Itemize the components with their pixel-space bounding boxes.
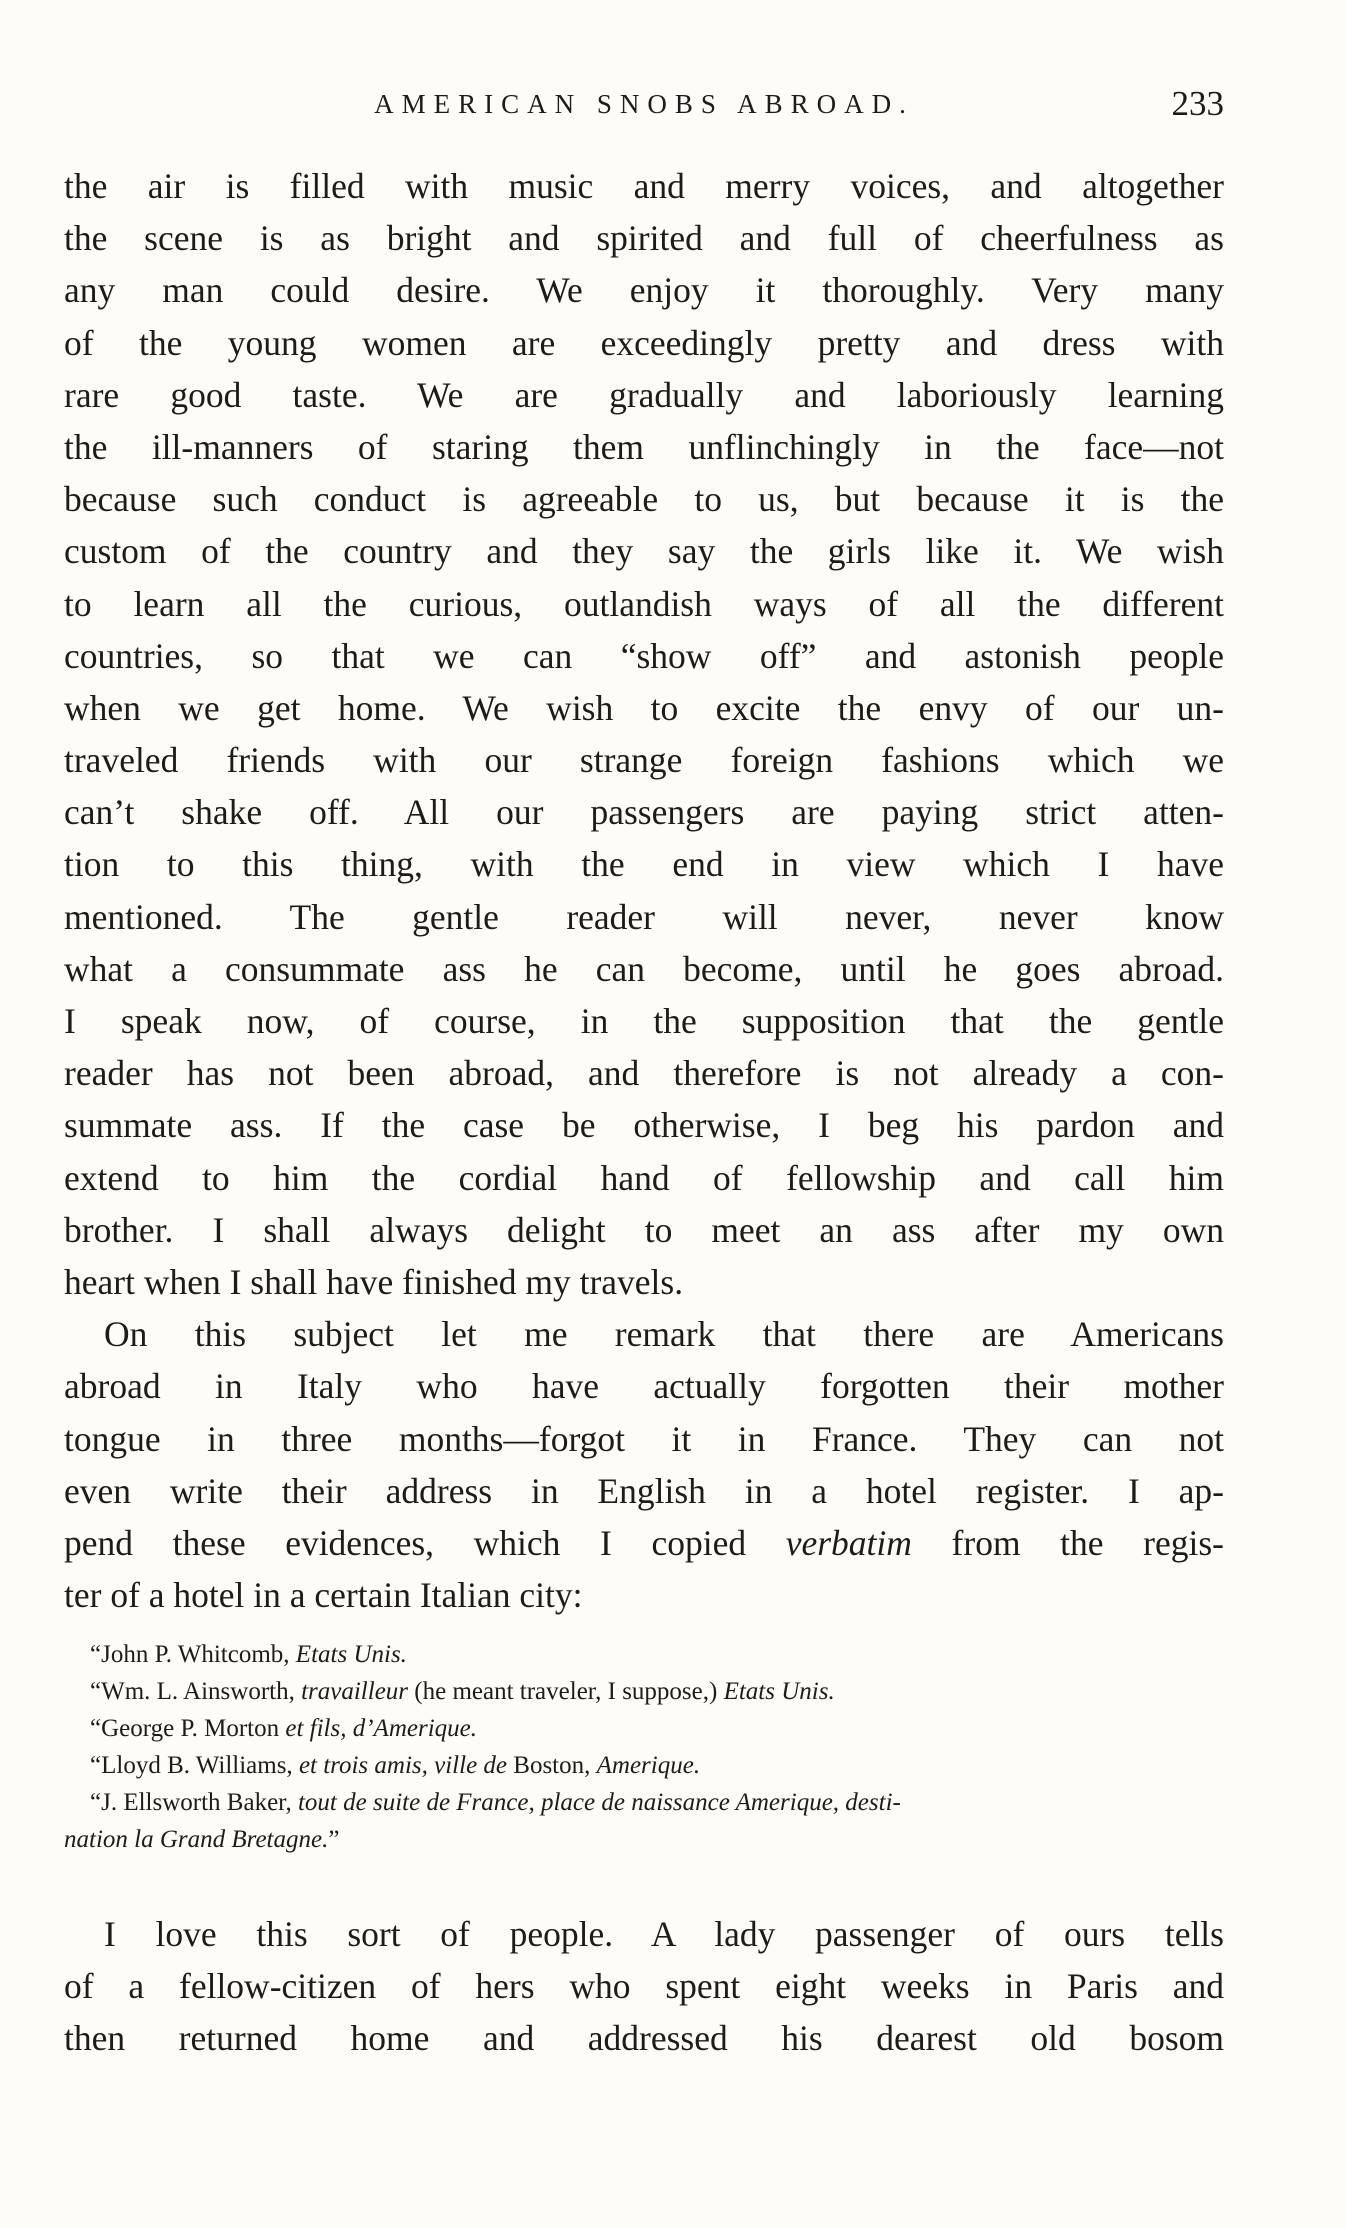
text-line: tion to this thing, with the end in view which I have: [64, 844, 1224, 885]
text-line: of the young women are exceedingly pretty and dress with: [64, 322, 1224, 363]
text-line: the ill-manners of staring them unflinchingly in the face—not: [64, 426, 1224, 467]
closing-paragraph: [64, 1908, 1224, 2065]
text-line: traveled friends with our strange foreign fashions which we: [64, 740, 1224, 781]
register-note: (he meant traveler, I suppose,): [414, 1678, 718, 1705]
text-line: mentioned. The gentle reader will never, never know: [64, 896, 1224, 937]
text-line: to learn all the curious, outlandish ways of all the different: [64, 583, 1224, 624]
text-line-with-italic: [64, 1517, 1224, 1569]
register-place: Etats Unis.: [295, 1641, 407, 1668]
text-line: heart when I shall have finished my travels.: [64, 1261, 684, 1302]
text-line: I speak now, of course, in the supposition that the gentle: [64, 1001, 1224, 1041]
text-line: any man could desire. We enjoy it thoroughly. Very many: [64, 270, 1224, 311]
register-phrase: tout de suite de France, place de naissance Amerique, desti-: [297, 1789, 901, 1816]
text-line: tongue in three months—forgot it in France. They can not: [64, 1418, 1224, 1459]
text-line: what a consummate ass he can become, until he goes abroad.: [64, 948, 1224, 989]
text-line: countries, so that we can “show off” and astonish people: [64, 635, 1224, 676]
register-name: “J. Ellsworth Baker,: [90, 1789, 292, 1816]
paragraph-start-line: I love this sort of people. A lady passenger of ours tells: [104, 1914, 1224, 1954]
text-line: can’t shake off. All our passengers are paying strict atten-: [64, 792, 1224, 833]
register-entry: [64, 1747, 1224, 1784]
text-segment: from the regis-: [951, 1522, 1224, 1563]
page-number: 233: [1171, 84, 1224, 123]
register-phrase: nation la Grand Bretagne.: [64, 1826, 329, 1853]
text-line: because such conduct is agreeable to us, but because it is the: [64, 479, 1224, 520]
text-line: brother. I shall always delight to meet an ass after my own: [64, 1209, 1224, 1250]
text-line: even write their address in English in a hotel register. I ap-: [64, 1470, 1224, 1511]
text-line: custom of the country and they say the girls like it. We wish: [64, 531, 1224, 572]
text-line: rare good taste. We are gradually and laboriously learning: [64, 374, 1224, 415]
text-line: ter of a hotel in a certain Italian city:: [64, 1575, 583, 1616]
text-line: of a fellow-citizen of hers who spent eight weeks in Paris and: [64, 1966, 1224, 2007]
text-line: abroad in Italy who have actually forgotten their mother: [64, 1366, 1224, 1407]
register-entry: [64, 1636, 1224, 1673]
register-place: et fils, d’Amerique.: [285, 1715, 477, 1742]
text-line: summate ass. If the case be otherwise, I beg his pardon and: [64, 1105, 1224, 1146]
running-title: AMERICAN SNOBS ABROAD.: [374, 89, 914, 119]
register-name: “George P. Morton: [90, 1715, 280, 1742]
text-line: extend to him the cordial hand of fellowship and call him: [64, 1157, 1224, 1198]
text-line: the air is filled with music and merry voices, and altogether: [64, 166, 1224, 206]
register-place: Etats Unis.: [723, 1678, 835, 1705]
hotel-register-quotes: [64, 1636, 1224, 1858]
register-entry: [64, 1710, 1224, 1747]
italic-word-verbatim: verbatim: [785, 1522, 912, 1563]
register-word: travailleur: [301, 1678, 409, 1705]
text-line: the scene is as bright and spirited and full of cheerfulness as: [64, 218, 1224, 259]
body-text: [64, 160, 1224, 1621]
register-name: “Lloyd B. Williams,: [90, 1752, 293, 1779]
running-head: [64, 80, 1224, 140]
register-city: Boston,: [513, 1752, 591, 1779]
register-phrase: et trois amis, ville de: [298, 1752, 508, 1779]
close-quote: ”: [328, 1826, 340, 1853]
paragraph-start-line: On this subject let me remark that there are Americans: [104, 1314, 1224, 1355]
text-line: then returned home and addressed his dearest old bosom: [64, 2018, 1224, 2059]
register-name: “John P. Whitcomb,: [90, 1641, 290, 1668]
text-line: when we get home. We wish to excite the envy of our un-: [64, 687, 1224, 728]
register-entry: [64, 1673, 1224, 1710]
register-entry: [64, 1784, 1224, 1821]
text-segment: pend these evidences, which I copied: [64, 1522, 747, 1563]
register-entry-continued: [64, 1821, 1224, 1858]
register-place: Amerique.: [596, 1752, 701, 1779]
register-name: “Wm. L. Ainsworth,: [90, 1678, 295, 1705]
text-line: reader has not been abroad, and therefore is not already a con-: [64, 1053, 1224, 1094]
